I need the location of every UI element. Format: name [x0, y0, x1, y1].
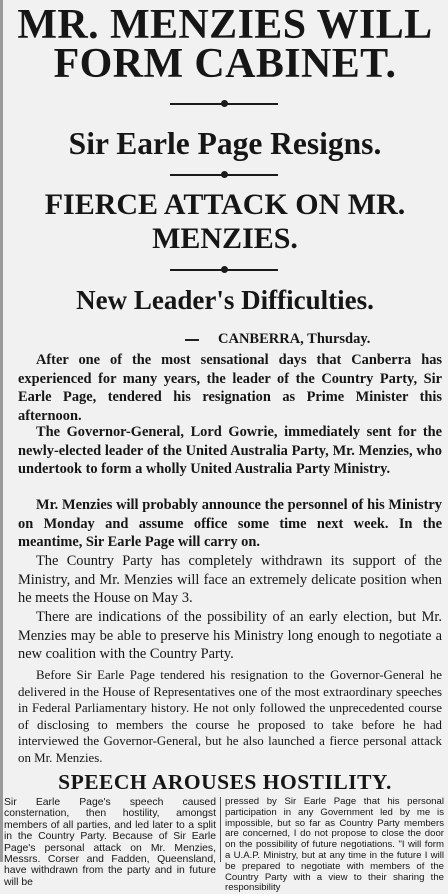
fourth-headline: New Leader's Difficulties. [76, 285, 374, 315]
subheadline: SPEECH AROUSES HOSTILITY. [58, 770, 392, 794]
second-headline: Sir Earle Page Resigns. [68, 126, 382, 161]
paragraph-2: The Governor-General, Lord Gowrie, immediately sent for the newly-elected leader of the United Australia Party, Mr. Menzies, who undertook to form a wholly United Australia Party Ministry. [18, 424, 442, 478]
headline-divider [170, 103, 278, 105]
paragraph-5: There are indications of the possibility of an early election, but Mr. Menzies may be able to preserve his Ministry long enough to negotiate a new coalition with the Country Party. [18, 609, 442, 663]
paragraph-6: Before Sir Earle Page tendered his resignation to the Governor-General he delivered in the House of Representatives one of the most extraordinary speeches in Federal Parliamentary history. He not only followed the unprecedented course of disclosing to members the course he proposed to take before he had interviewed the Governor-General, but he also launched a fierce personal attack on Mr. Menzies. [18, 668, 442, 765]
headline-divider [170, 174, 278, 176]
clipping-edge [0, 0, 3, 862]
column-left: Sir Earle Page's speech caused consternation, then hostility, amongst members of all parties, and led later to a split in the Country Party. Because of Sir Earle Page's personal attack on Mr. Menzies, Messrs. Corser and Fadden, Queensland, have withdrawn from the party and in future will be [4, 797, 216, 888]
third-headline-line-2: MENZIES. [152, 222, 298, 255]
two-column-text [4, 796, 444, 894]
paragraph-1: After one of the most sensational days that Canberra has experienced for many years, the leader of the Country Party, Sir Earle Page, tendered his resignation as Prime Minister this afternoon. [18, 352, 442, 424]
main-headline-line-2: FORM CABINET. [53, 41, 397, 87]
third-headline-line-1: FIERCE ATTACK ON MR. [44, 188, 406, 221]
main-headline [6, 2, 444, 87]
dateline-dash [185, 339, 199, 341]
paragraph-3: Mr. Menzies will probably announce the personnel of his Ministry on Monday and assume office some time next week. In the meantime, Sir Earle Page will carry on. [18, 497, 442, 551]
column-divider [220, 797, 221, 862]
paragraph-4: The Country Party has completely withdrawn its support of the Ministry, and Mr. Menzies will face an extremely delicate position when he meets the House on May 3. [18, 553, 442, 607]
dateline: CANBERRA, Thursday. [218, 331, 371, 347]
headline-divider [170, 269, 278, 271]
third-headline [6, 188, 444, 256]
main-headline-line-1: MR. MENZIES WILL [17, 2, 433, 48]
column-right: pressed by Sir Earle Page that his personal participation in any Government led by me is impossible, but so far as Country Party members are concerned, I do not propose to close the door on the possibility of future negotiations. "I will form a U.A.P. Ministry, but at any time in the future I will be prepared to negotiate with members of the Country Party with a view to their sharing the responsibility [225, 796, 444, 894]
